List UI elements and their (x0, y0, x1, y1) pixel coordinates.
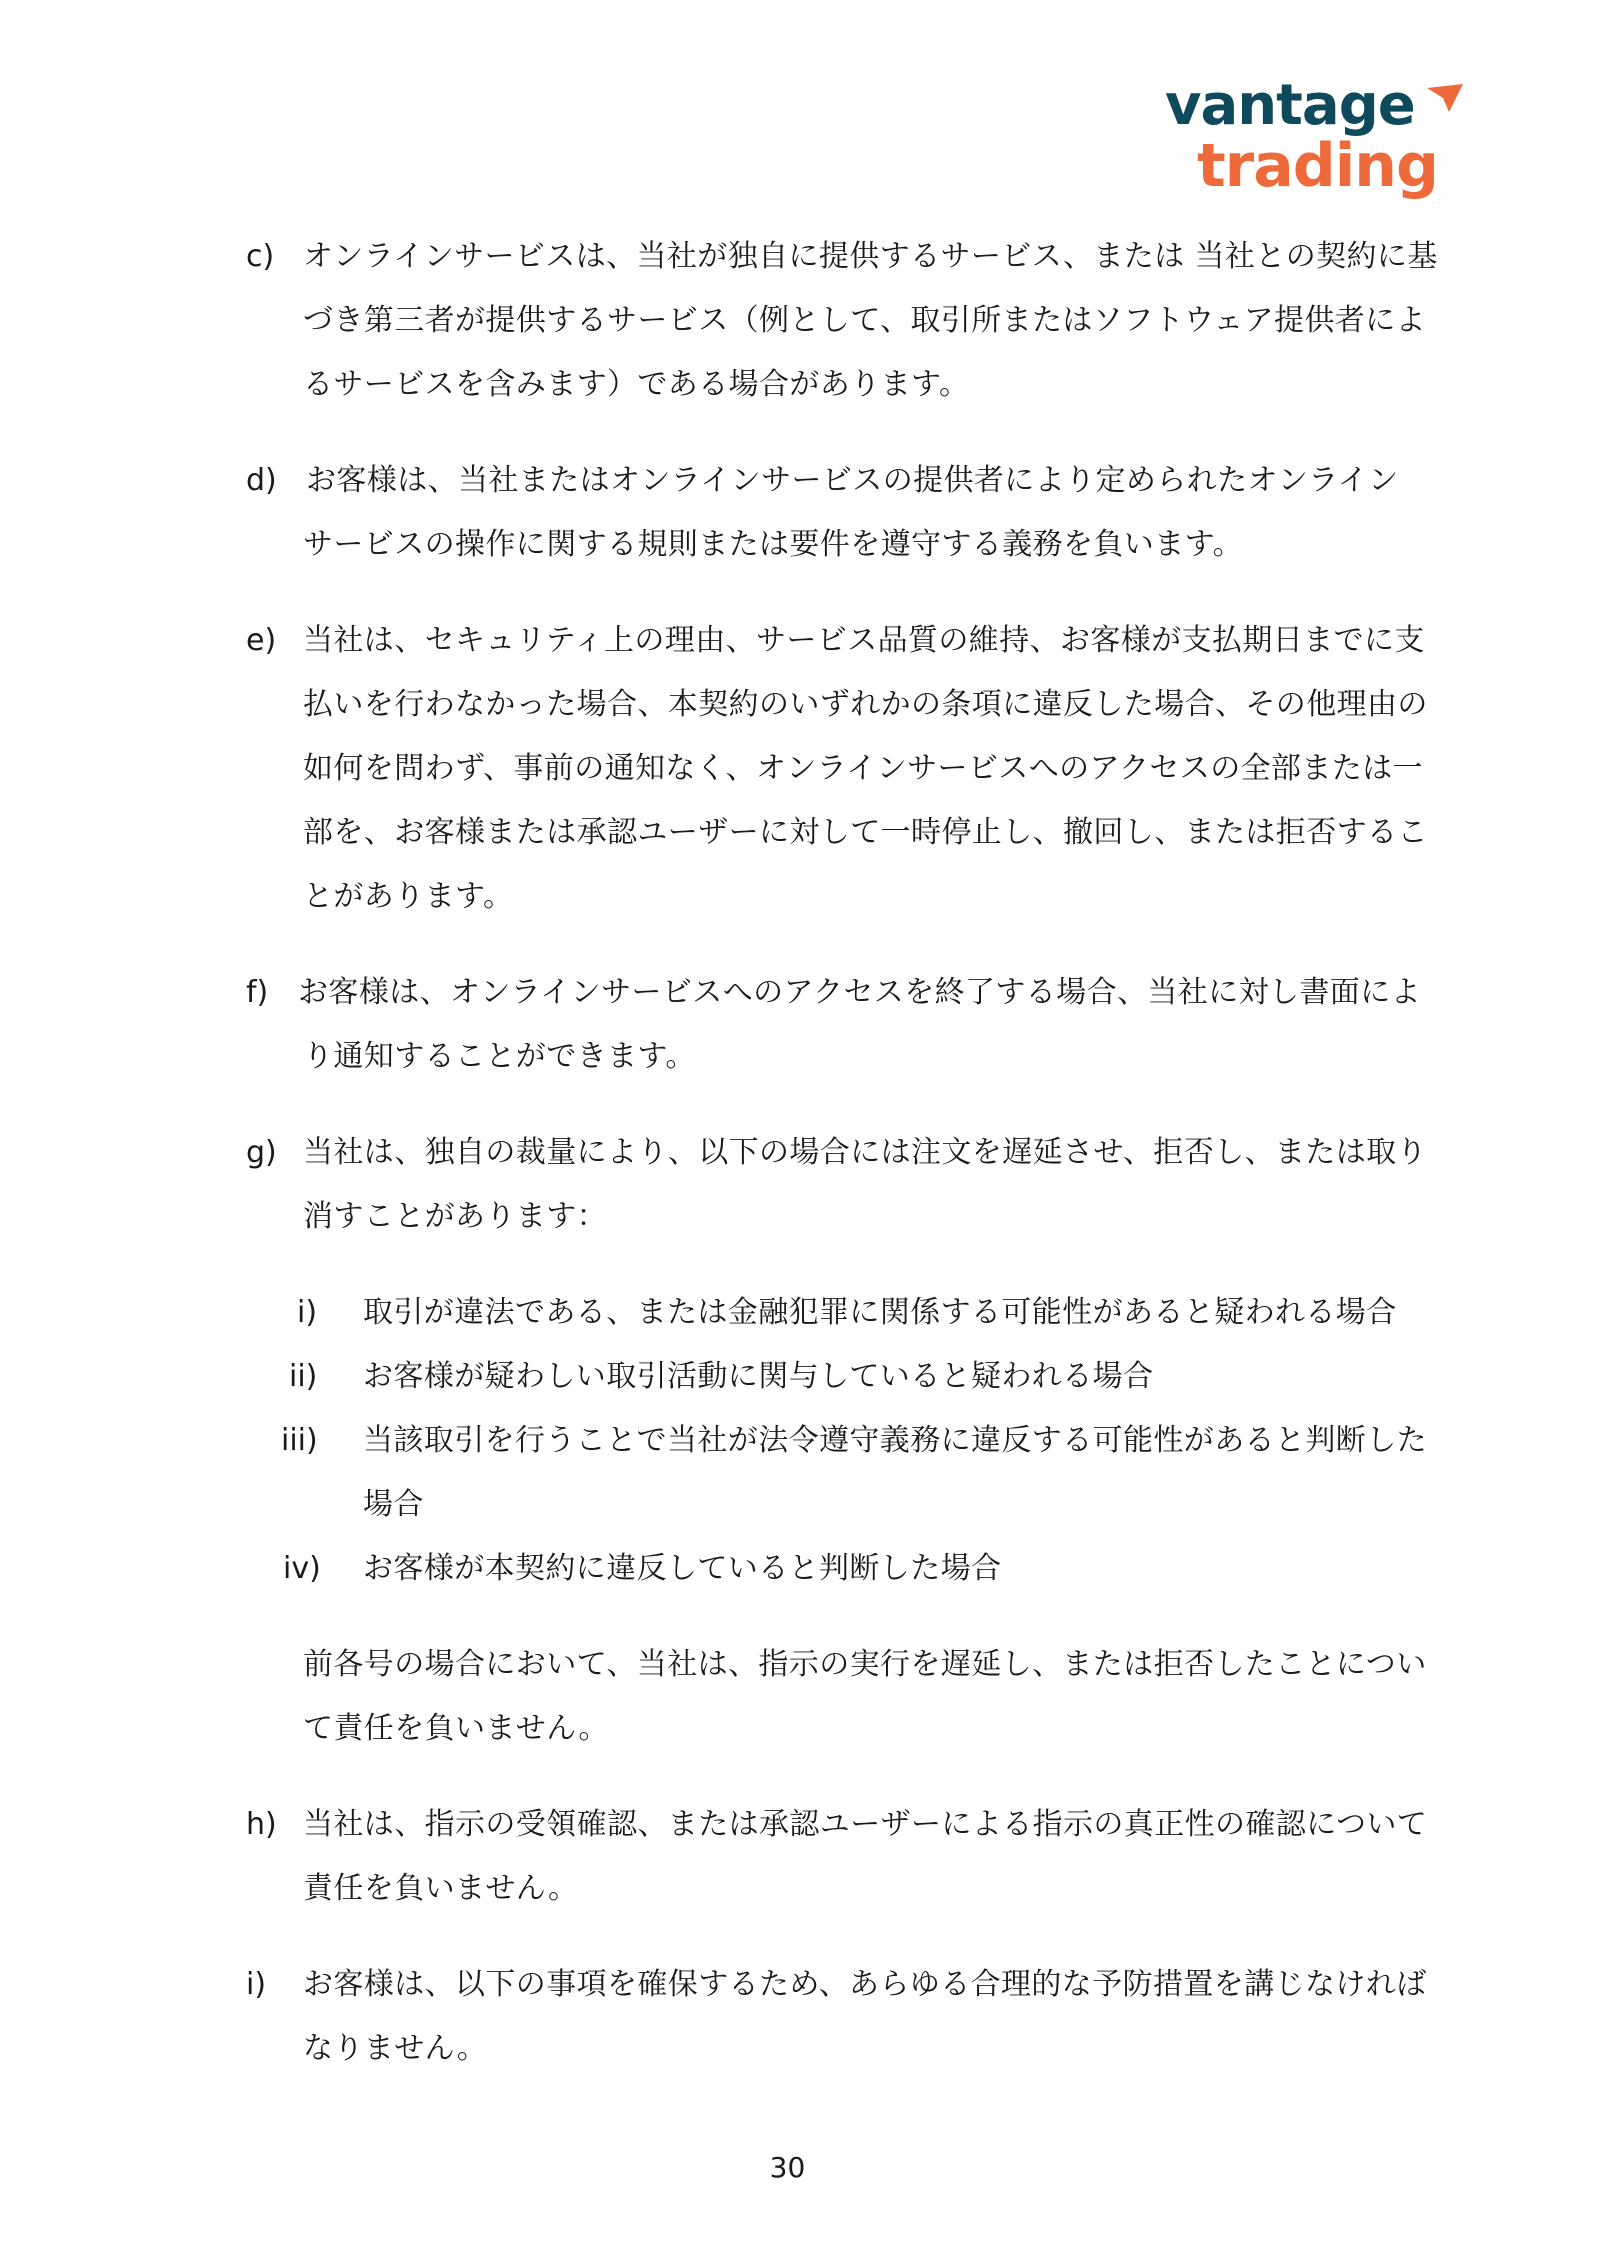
clause-line: 当社は、独自の裁量により、以下の場合には注文を遅延させ、拒否し、または取り (303, 1135, 1427, 1170)
clause-marker: e) (246, 623, 277, 658)
clause-line: お客様は、当社またはオンラインサービスの提供者により定められたオンライン (306, 463, 1399, 498)
clause-line: お客様は、オンラインサービスへのアクセスを終了する場合、当社に対し書面によ (298, 975, 1421, 1010)
clause-marker: d) (246, 463, 277, 498)
clause-line: お客様は、以下の事項を確保するため、あらゆる合理的な予防措置を講じなければ (303, 1967, 1427, 2002)
subitem-line: 場合 (363, 1487, 424, 1522)
subitem-line: 取引が違法である、または金融犯罪に関係する可能性があると疑われる場合 (363, 1295, 1397, 1330)
logo-word-vantage: vantage (1165, 73, 1415, 138)
clause-line: とがあります。 (303, 879, 514, 914)
clause-line: なりません。 (303, 2031, 488, 2066)
subitem-line: 当該取引を行うことで当社が法令遵守義務に違反する可能性があると判断した (363, 1423, 1427, 1458)
subitem-line: お客様が本契約に違反していると判断した場合 (363, 1551, 1002, 1586)
clause-marker: g) (246, 1135, 277, 1170)
subitem-marker: iv) (283, 1551, 321, 1586)
logo-word-trading: trading (1197, 131, 1438, 201)
clause-marker: f) (246, 975, 269, 1010)
clause-line: り通知することができます。 (303, 1039, 696, 1074)
clause-line: 当社は、指示の受領確認、または承認ユーザーによる指示の真正性の確認について (303, 1807, 1428, 1842)
clause-line: 払いを行わなかった場合、本契約のいずれかの条項に違反した場合、その他理由の (303, 687, 1428, 722)
subitem-marker: iii) (281, 1423, 318, 1458)
page-number: 30 (769, 2151, 806, 2184)
followup-line: 前各号の場合において、当社は、指示の実行を遅延し、または拒否したことについ (303, 1647, 1427, 1682)
clause-line: 如何を問わず、事前の通知なく、オンラインサービスへのアクセスの全部または一 (303, 751, 1423, 786)
clause-marker: c) (246, 239, 275, 274)
clause-line: 当社は、セキュリティ上の理由、サービス品質の維持、お客様が支払期日までに支 (303, 623, 1425, 658)
clause-line: づき第三者が提供するサービス（例として、取引所またはソフトウェア提供者によ (303, 303, 1426, 338)
clause-line: 部を、お客様または承認ユーザーに対して一時停止し、撤回し、または拒否するこ (303, 815, 1428, 850)
clause-line: 責任を負いません。 (303, 1871, 579, 1906)
clause-marker: i) (246, 1967, 267, 2002)
clause-marker: h) (246, 1807, 277, 1842)
subitem-marker: ii) (289, 1359, 318, 1394)
followup-line: て責任を負いません。 (303, 1711, 609, 1746)
clause-line: るサービスを含みます）である場合があります。 (303, 367, 970, 402)
clause-line: 消すことがあります： (303, 1199, 607, 1234)
subitem-marker: i) (297, 1295, 318, 1330)
clause-line: サービスの操作に関する規則または要件を遵守する義務を負います。 (303, 527, 1243, 562)
clause-line: オンラインサービスは、当社が独自に提供するサービス、または 当社との契約に基 (303, 239, 1438, 274)
subitem-line: お客様が疑わしい取引活動に関与していると疑われる場合 (363, 1359, 1154, 1394)
